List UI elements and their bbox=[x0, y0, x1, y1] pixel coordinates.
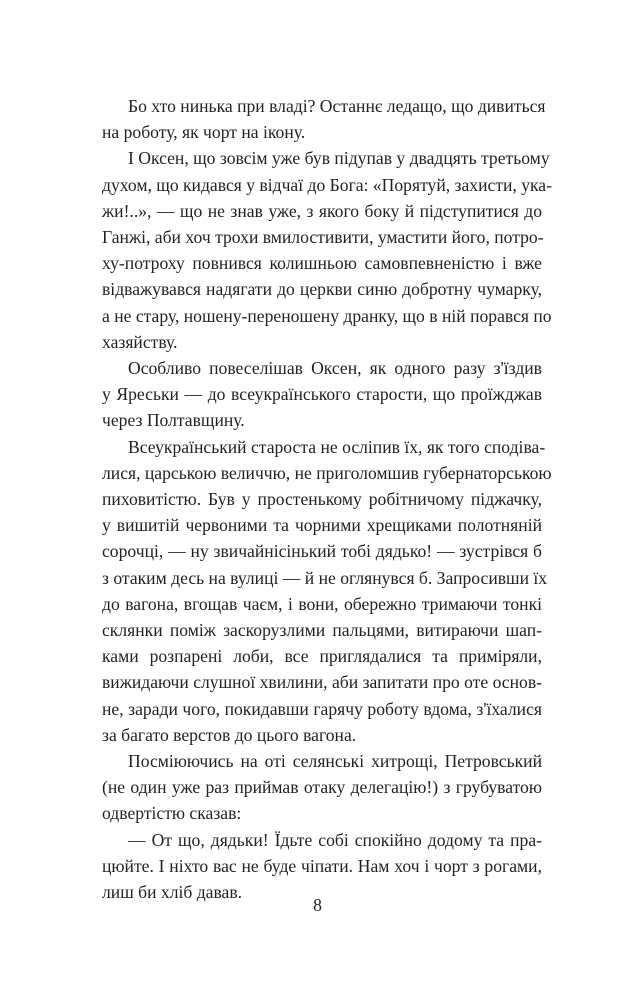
text-line: у Яреськи — до всеукраїнського старости, що проїжджав bbox=[102, 384, 542, 405]
text-line: Бо хто нинька при владі? Останнє ледащо, що дивиться bbox=[128, 96, 546, 116]
body-text bbox=[102, 93, 552, 905]
text-line: на роботу, як чорт на ікону. bbox=[102, 122, 306, 143]
text-line: духом, що кидався у відчаї до Бога: «Порятуй, захисти, ука- bbox=[102, 174, 552, 195]
text-line: вижидаючи слушної хвилини, аби запитати про оте основ- bbox=[102, 672, 542, 693]
text-line: Всеукраїнський староста не осліпив їх, як того сподіва- bbox=[128, 436, 546, 457]
text-line: сорочці, — ну звичайнісінький тобі дядько! — зустрівся б bbox=[102, 541, 542, 562]
text-line: за багато верстов до цього вагона. bbox=[102, 724, 357, 745]
text-line: жи!..», — що не знав уже, з якого боку й підступитися до bbox=[102, 200, 542, 221]
text-line: відважувався надягати до церкви синю добротну чумарку, bbox=[102, 279, 542, 300]
text-line: до вагона, вгощав чаєм, і вони, обережно тримаючи тонкі bbox=[102, 593, 542, 614]
text-line: І Оксен, що зовсім уже був підупав у двадцять третьому bbox=[128, 148, 550, 169]
text-line: з отаким десь на вулиці — й не оглянувся б. Запросивши їх bbox=[102, 567, 548, 588]
paragraph bbox=[102, 145, 552, 355]
text-line: склянки поміж заскорузлими пальцями, витираючи шап- bbox=[102, 620, 542, 641]
text-line: а не стару, ношену-переношену дранку, що в ній порався по bbox=[102, 305, 552, 326]
text-line: ху-потроху повнився колишньою самовпевненістю і вже bbox=[102, 253, 542, 274]
text-line: — От що, дядьки! Їдьте собі спокійно додому та пра- bbox=[128, 829, 542, 850]
text-line: одвертістю сказав: bbox=[102, 803, 242, 824]
paragraph bbox=[102, 355, 542, 434]
paragraph bbox=[102, 748, 542, 827]
text-line: (не один уже раз приймав отаку делегацію!) з грубуватою bbox=[102, 777, 542, 798]
paragraph bbox=[102, 827, 542, 906]
text-line: Особливо повеселішав Оксен, як одного разу з'їздив bbox=[128, 358, 542, 379]
text-line: Посміюючись на оті селянські хитрощі, Петровський bbox=[128, 751, 542, 772]
text-line: ками розпарені лоби, все приглядалися та приміряли, bbox=[102, 646, 542, 667]
text-line: не, заради чого, покидавши гарячу роботу вдома, з'їхалися bbox=[102, 698, 542, 719]
text-line: хазяйству. bbox=[102, 331, 178, 352]
text-line: цюйте. І ніхто вас не буде чіпати. Нам хоч і чорт з рогами, bbox=[102, 855, 542, 876]
text-line: лиш би хліб давав. bbox=[102, 882, 243, 903]
text-line: у вишитій червоними та чорними хрещиками полотняній bbox=[102, 515, 542, 536]
page-number: 8 bbox=[313, 895, 322, 915]
paragraph bbox=[102, 434, 552, 748]
paragraph bbox=[102, 93, 546, 145]
text-line: через Полтавщину. bbox=[102, 410, 245, 431]
text-line: пиховитістю. Був у простенькому робітничому піджачку, bbox=[102, 489, 542, 510]
text-line: лися, царською величчю, не приголомшив губернаторською bbox=[102, 462, 552, 483]
text-line: Ганжі, аби хоч трохи вмилостивити, умастити його, потро- bbox=[102, 227, 544, 248]
